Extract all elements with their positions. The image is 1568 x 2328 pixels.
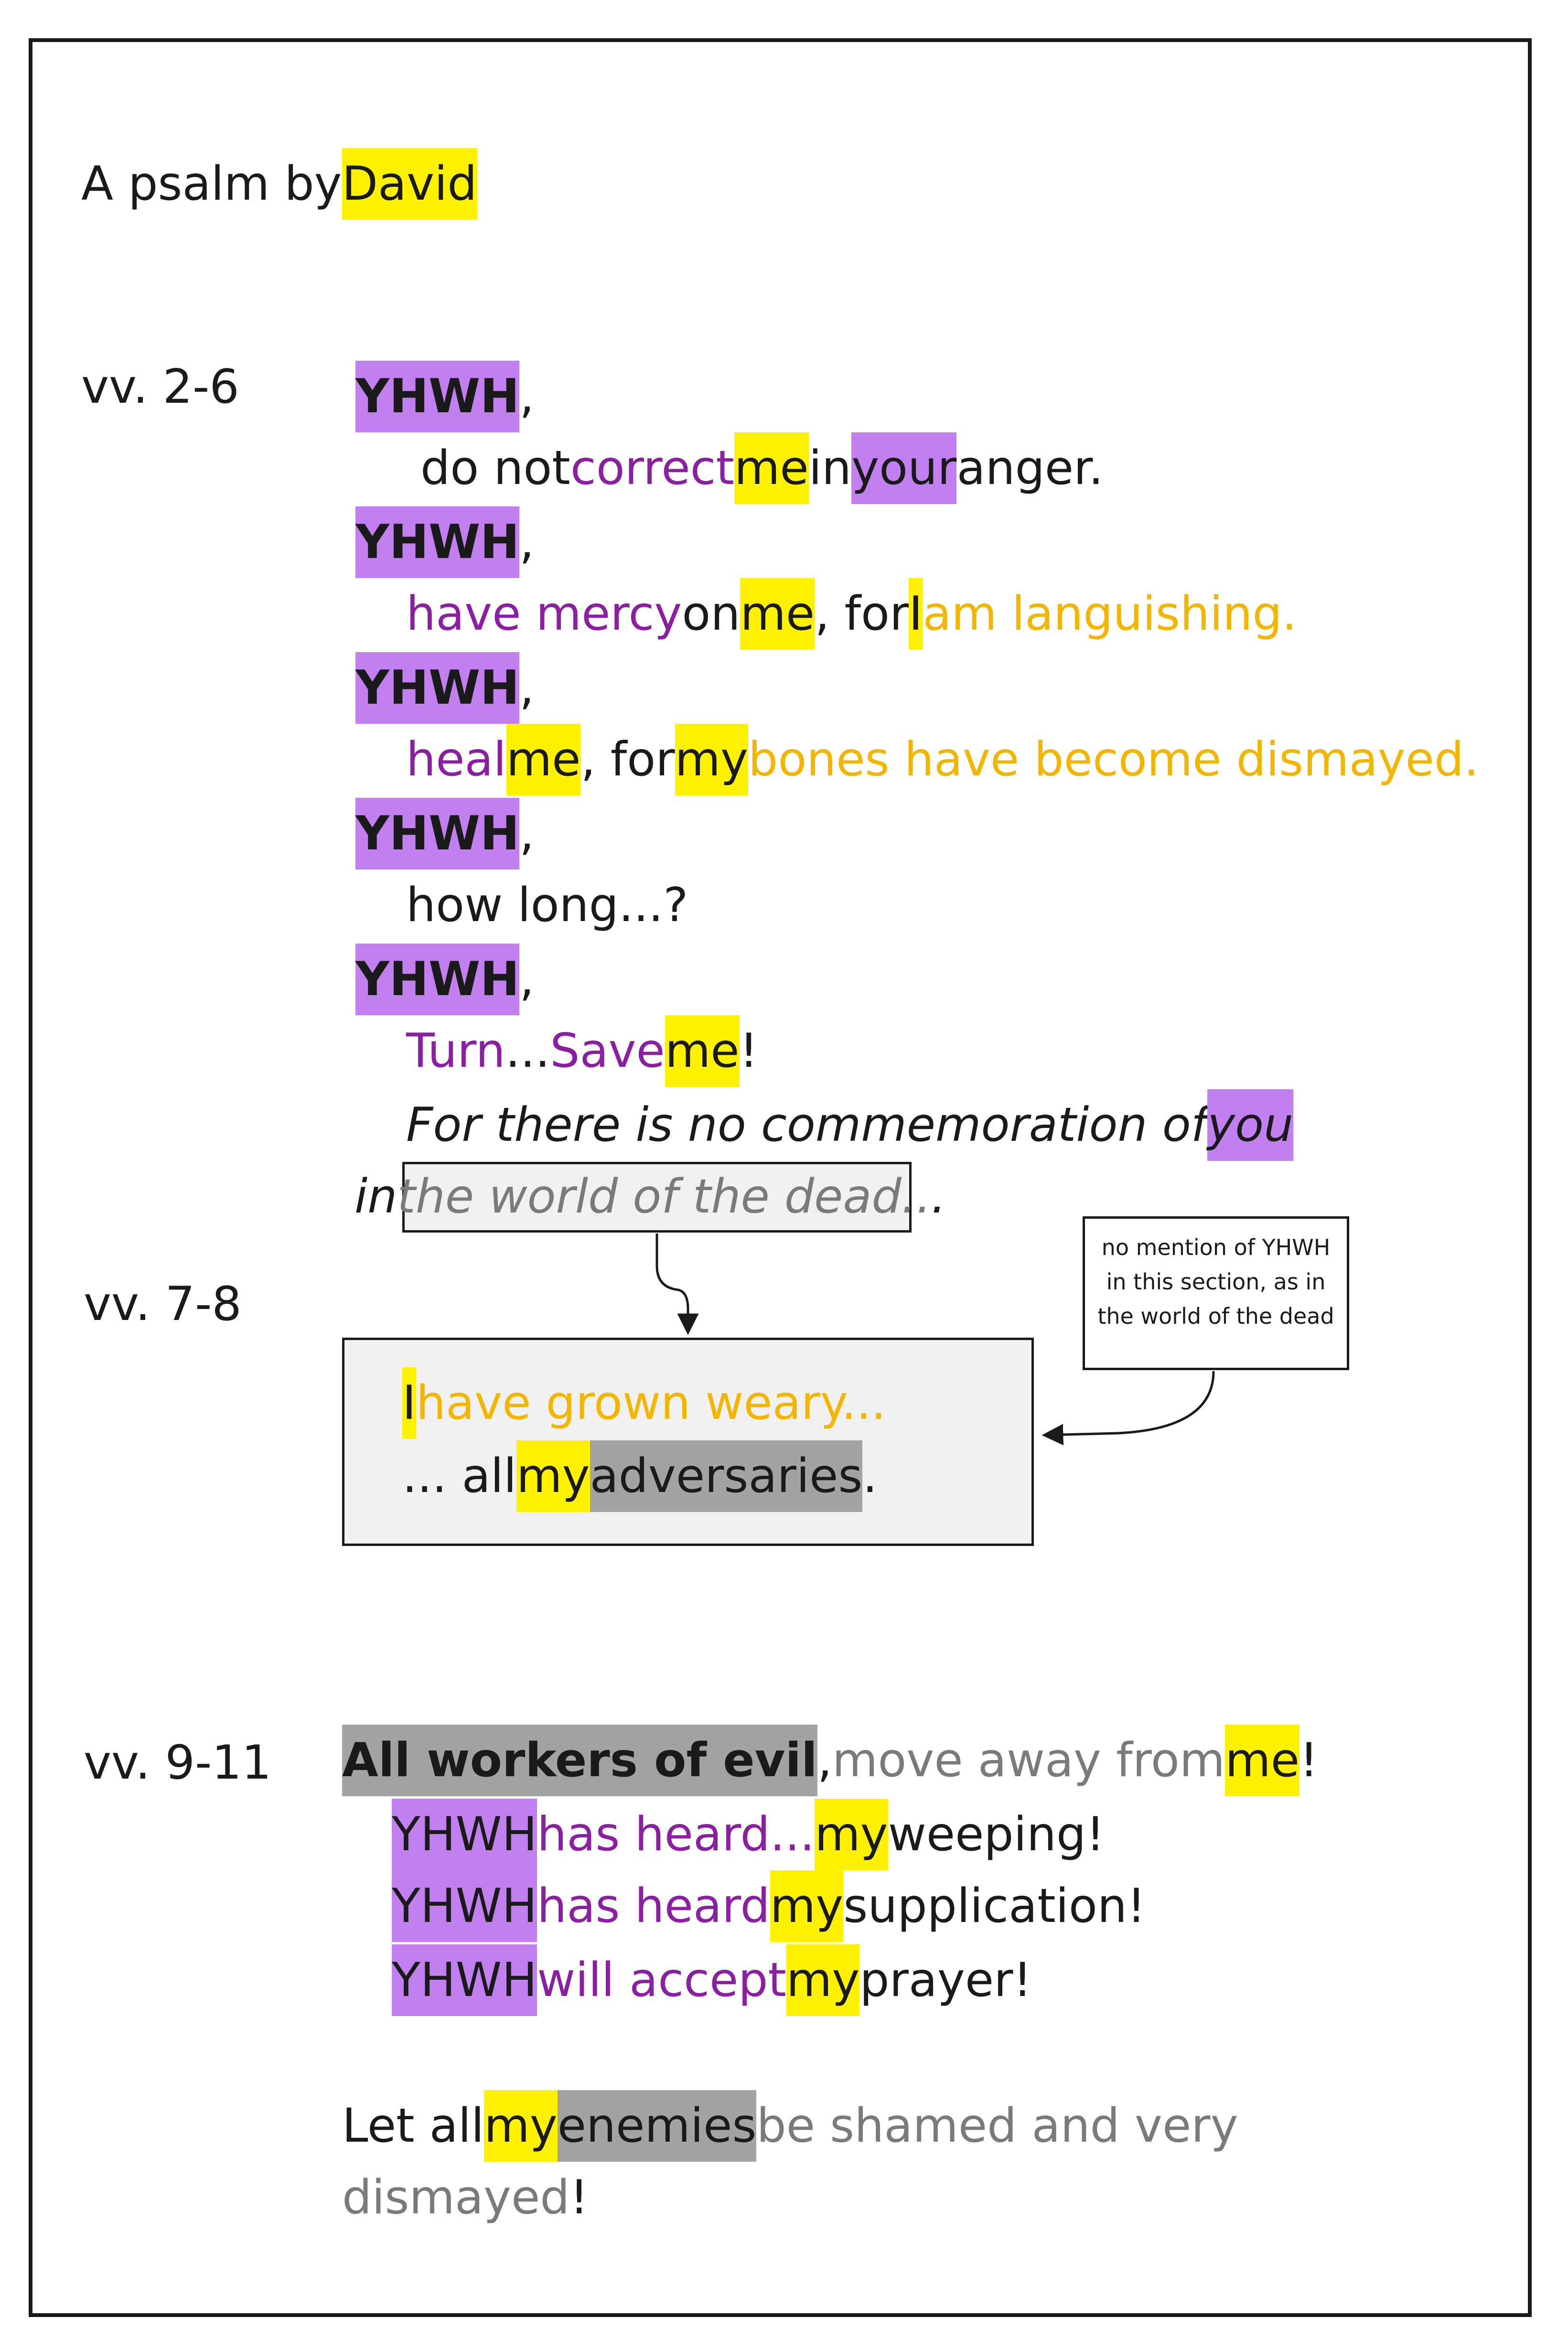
divine-name: YHWH (392, 1870, 537, 1942)
heading-prefix: A psalm by (81, 157, 342, 211)
text: prayer! (859, 1953, 1032, 2007)
text: in (354, 1169, 397, 1224)
enemies-word: enemies (558, 2090, 757, 2162)
punctuation: , (519, 952, 535, 1007)
world-of-the-dead-phrase: the world of the dead.. (397, 1169, 931, 1224)
punctuation: , (519, 661, 535, 715)
pronoun-my: my (516, 1440, 590, 1512)
text: ... all (402, 1449, 517, 1503)
punctuation: ! (569, 2170, 589, 2225)
text: , for (815, 587, 909, 641)
curse-phrase: be shamed and very (756, 2099, 1238, 2153)
pronoun-me: me (740, 578, 815, 650)
text: anger. (956, 441, 1104, 495)
verb-heal: heal (406, 732, 506, 787)
divine-name: YHWH (392, 1944, 537, 2016)
verb-has-heard: has heard... (537, 1807, 815, 1862)
punctuation: ! (1300, 1733, 1319, 1788)
pronoun-me: me (665, 1015, 740, 1087)
pronoun-me: me (734, 432, 809, 504)
pronoun-me: me (506, 724, 581, 795)
divine-name: YHWH (355, 798, 519, 869)
punctuation: , (519, 806, 535, 861)
text: in (808, 441, 852, 495)
text: do not (420, 441, 570, 495)
verb-save: Save (550, 1024, 665, 1078)
punctuation: , (519, 515, 535, 569)
text: , for (580, 732, 675, 787)
text: For there is no commemoration of (406, 1098, 1208, 1152)
verb-will-accept: will accept (537, 1953, 786, 2007)
imperative-phrase: move away from (832, 1733, 1225, 1788)
note-line: the world of the dead (1097, 1303, 1334, 1329)
punctuation: . (931, 1169, 946, 1224)
lament-phrase: have grown weary... (416, 1376, 886, 1430)
lament-phrase: bones have become dismayed. (748, 732, 1479, 787)
note-line: no mention of YHWH (1101, 1234, 1331, 1260)
text: ... (505, 1024, 550, 1078)
punctuation: . (862, 1449, 878, 1503)
section-label-vv2-6: vv. 2-6 (81, 360, 239, 414)
text: supplication! (843, 1879, 1146, 1933)
verb-turn: Turn (406, 1024, 505, 1078)
pronoun-you: you (1207, 1089, 1293, 1161)
pronoun-me: me (1225, 1725, 1300, 1796)
text: how long...? (406, 878, 688, 933)
verb-has-heard: has heard (537, 1879, 770, 1933)
curse-phrase: dismayed (342, 2170, 570, 2225)
section-label-vv7-8: vv. 7-8 (84, 1277, 242, 1331)
text: Let all (342, 2099, 484, 2153)
lament-phrase: am languishing. (923, 587, 1297, 641)
divine-name: YHWH (355, 652, 519, 724)
text: on (682, 587, 741, 641)
text: weeping! (888, 1807, 1105, 1862)
dead-to-section-arrow (657, 1234, 688, 1333)
pronoun-my: my (815, 1799, 888, 1870)
enemies-phrase: All workers of evil (342, 1725, 817, 1796)
divine-name: YHWH (355, 361, 519, 432)
note-to-section-arrow (1044, 1371, 1214, 1435)
pronoun-your: your (851, 432, 956, 504)
pronoun-my: my (786, 1944, 859, 2016)
pronoun-my: my (484, 2090, 557, 2162)
note-line: in this section, as in (1106, 1269, 1326, 1295)
divine-name: YHWH (355, 506, 519, 578)
heading-name: David (342, 148, 477, 220)
section-label-vv9-11: vv. 9-11 (84, 1736, 272, 1790)
pronoun-my: my (675, 724, 748, 795)
adversaries-word: adversaries (590, 1440, 863, 1512)
verb-correct: correct (570, 441, 734, 495)
divine-name: YHWH (355, 944, 519, 1015)
divine-name: YHWH (392, 1799, 537, 1870)
verb-have-mercy: have mercy (406, 587, 682, 641)
pronoun-i: I (402, 1367, 416, 1439)
punctuation: , (519, 369, 535, 424)
text: , (817, 1733, 832, 1788)
pronoun-my: my (770, 1870, 843, 1942)
punctuation: ! (739, 1024, 758, 1078)
pronoun-i: I (909, 578, 923, 650)
